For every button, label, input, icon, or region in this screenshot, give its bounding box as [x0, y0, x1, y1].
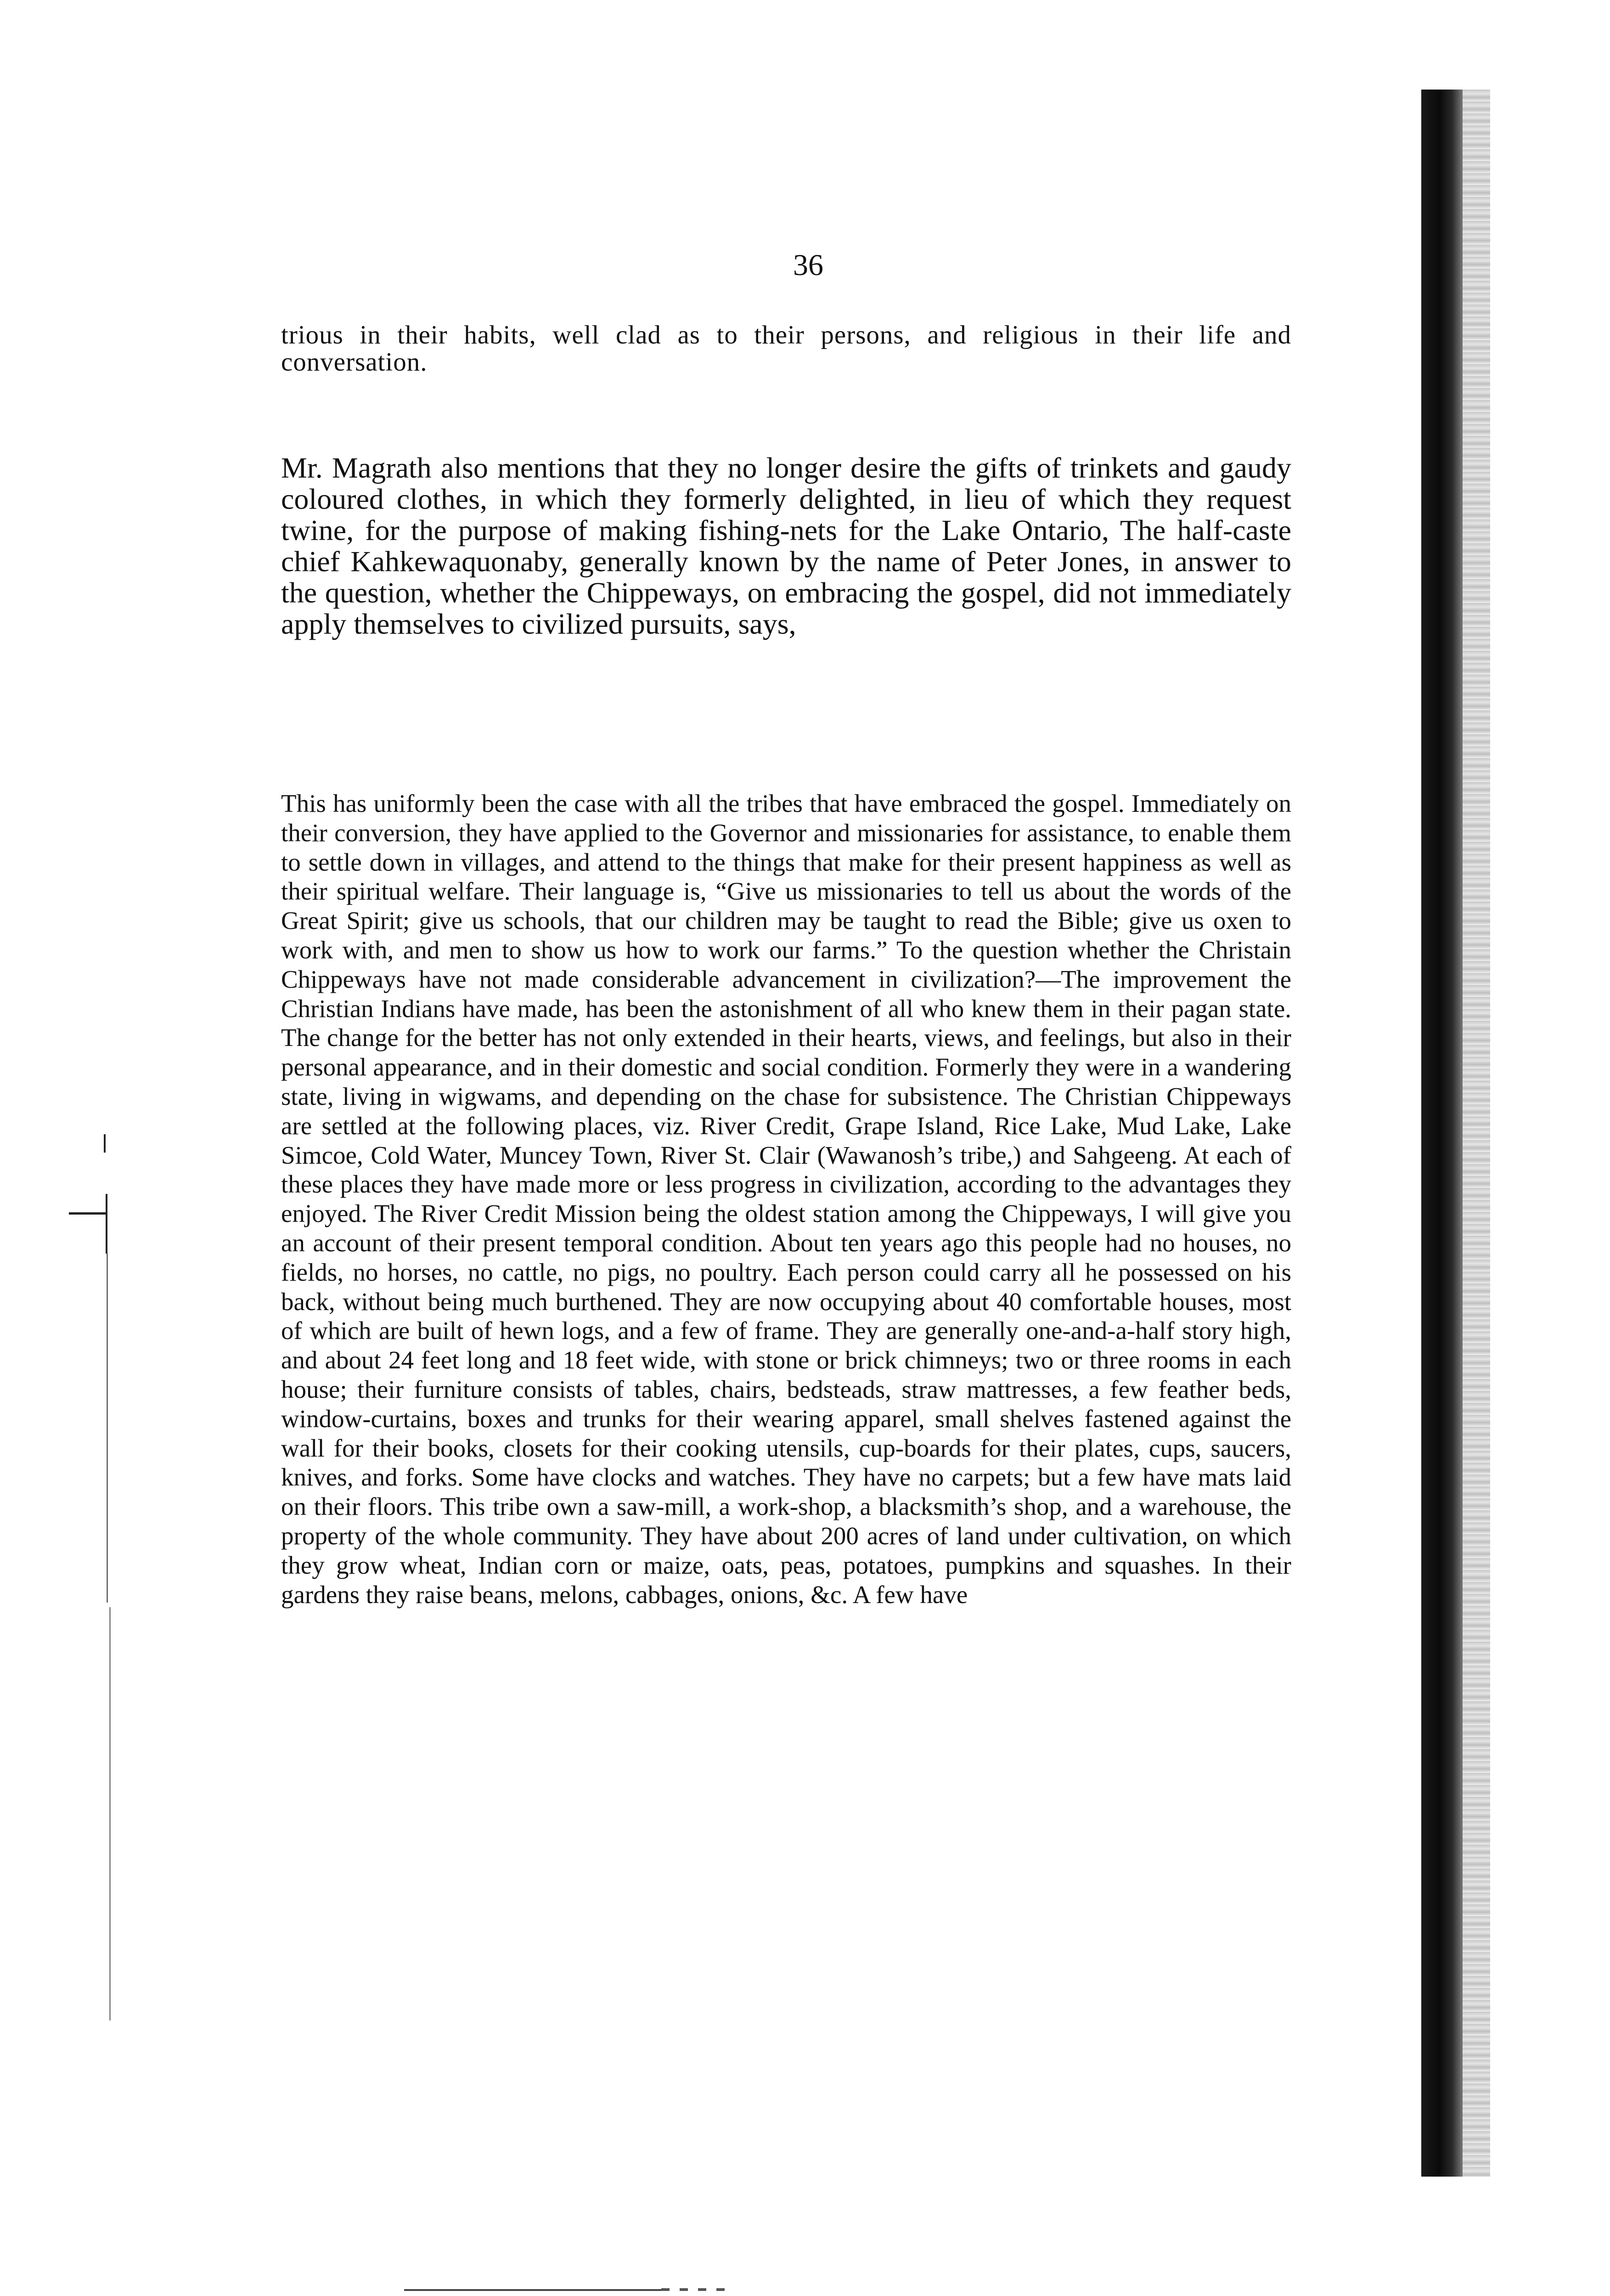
binding-mark — [104, 1134, 106, 1153]
paragraph-magrath: Mr. Magrath also mentions that they no longer desire the gifts of trinkets and gaudy coloured clothes, in which they formerly delighted, in lieu of which they request twine, for the purpose of making fishing-nets for the Lake Ontario, The half-caste chief Kahkewaquonaby, generally known by the name of Peter Jones, in answer to the question, whether the Chippeways, on embracing the gospel, did not immediately apply themselves to civilized pursuits, says, — [281, 451, 1291, 640]
footer-rule — [404, 2289, 661, 2291]
footer-dashes — [661, 2288, 726, 2291]
paragraph-continuation: trious in their habits, well clad as to their persons, and religious in their life and conversation. — [281, 321, 1291, 377]
binding-mark — [106, 1194, 107, 1254]
binding-mark — [69, 1212, 106, 1215]
binding-mark — [109, 1607, 111, 2020]
binding-mark — [107, 1254, 108, 1603]
paragraph-quotation: This has uniformly been the case with all the tribes that have embraced the gospel. Immediately on their conversion, they have applied to the Governor and missionaries for assistance, to enable them to settle down in villages, and attend to the things that make for their present happiness as well as their spiritual welfare. Their language is, “Give us missionaries to tell us about the words of the Great Spirit; give us schools, that our children may be taught to read the Bible; give us oxen to work with, and men to show us how to work our farms.” To the question whether the Christain Chippeways have not made considerable advancement in civilization?—The improvement the Christian Indians have made, has been the astonishment of all who knew them in their pagan state. The change for the better has not only extended in their hearts, views, and feelings, but also in their personal appearance, and in their domestic and social condition. Formerly they were in a wandering state, living in wigwams, and depending on the chase for subsistence. The Christian Chippeways are settled at the following places, viz. River Credit, Grape Island, Rice Lake, Mud Lake, Lake Simcoe, Cold Water, Muncey Town, River St. Clair (Wawanosh’s tribe,) and Sahgeeng. At each of these places they have made more or less progress in civilization, according to the advantages they enjoyed. The River Credit Mission being the oldest station among the Chippeways, I will give you an account of their present temporal condition. About ten years ago this people had no houses, no fields, no horses, no cattle, no pigs, no poultry. Each person could carry all he possessed on his back, without being much burthened. They are now occupying about 40 comfortable houses, most of which are built of hewn logs, and a few of frame. They are generally one-and-a-half story high, and about 24 feet long and 18 feet wide, with stone or brick chimneys; two or three rooms in each house; their furniture consists of tables, chairs, bedsteads, straw mattresses, a few feather beds, window-curtains, boxes and trunks for their wearing apparel, small shelves fastened against the wall for their books, closets for their cooking utensils, cup-boards for their plates, cups, saucers, knives, and forks. Some have clocks and watches. They have no carpets; but a few have mats laid on their floors. This tribe own a saw-mill, a work-shop, a blacksmith’s shop, and a warehouse, the property of the whole community. They have about 200 acres of land under cultivation, on which they grow wheat, Indian corn or maize, oats, peas, potatoes, pumpkins and squashes. In their gardens they raise beans, melons, cabbages, onions, &c. A few have — [281, 789, 1291, 1609]
page-gutter-texture — [1463, 90, 1490, 2177]
page-number: 36 — [793, 248, 823, 282]
page-gutter-edge — [1421, 90, 1463, 2177]
